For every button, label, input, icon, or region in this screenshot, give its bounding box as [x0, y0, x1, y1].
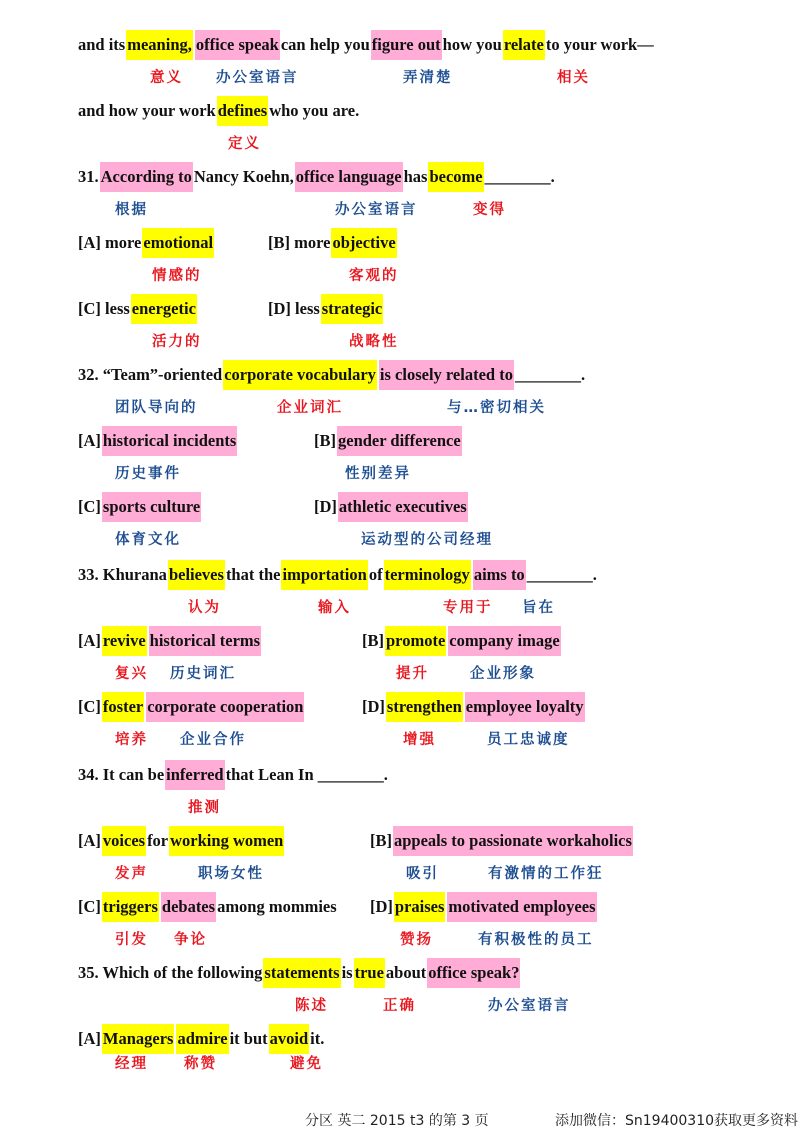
gloss: 体育文化 [115, 532, 181, 548]
question-34 [78, 760, 388, 790]
q31-option-b[interactable] [268, 228, 398, 258]
gloss: 争论 [174, 932, 207, 948]
gloss: 员工忠诚度 [487, 732, 570, 748]
text: [A] more [78, 233, 142, 252]
gloss-defines: 定义 [228, 136, 261, 152]
gloss: 经理 [115, 1056, 148, 1072]
text: who you are. [269, 101, 360, 120]
text: it but [229, 1029, 268, 1048]
highlight-defines: defines [217, 96, 269, 126]
q32-option-d[interactable] [314, 492, 469, 522]
q31-option-d[interactable] [268, 294, 384, 324]
q32-option-c[interactable] [78, 492, 202, 522]
highlight-importation: importation [281, 560, 367, 590]
highlight: avoid [269, 1024, 310, 1054]
highlight: athletic executives [338, 492, 468, 522]
highlight-inferred: inferred [165, 760, 224, 790]
wechat-note: 添加微信：Sn19400310获取更多资料 [555, 1113, 799, 1129]
gloss: 活力的 [152, 334, 202, 350]
highlight-terminology: terminology [384, 560, 471, 590]
text: among mommies [217, 897, 337, 916]
highlight: historical terms [149, 626, 261, 656]
highlight: Managers [102, 1024, 175, 1054]
highlight-become: become [428, 162, 483, 192]
highlight: voices [102, 826, 146, 856]
q33-option-c[interactable] [78, 692, 305, 722]
gloss-inferred: 推测 [188, 800, 221, 816]
highlight: objective [331, 228, 396, 258]
gloss: 引发 [115, 932, 148, 948]
gloss: 发声 [115, 866, 148, 882]
highlight-relate: relate [503, 30, 545, 60]
highlight-corporate-vocabulary: corporate vocabulary [223, 360, 377, 390]
text: that Lean In ________. [225, 765, 388, 784]
gloss-team: 团队导向的 [115, 400, 198, 416]
gloss-true: 正确 [383, 998, 416, 1014]
highlight-statements: statements [263, 958, 340, 988]
highlight-aims-to: aims to [473, 560, 526, 590]
text: 34. It can be [78, 765, 165, 784]
highlight-closely-related: is closely related to [379, 360, 514, 390]
text: [A] [78, 831, 101, 850]
gloss-believes: 认为 [188, 600, 221, 616]
gloss-terminology: 专用于 [443, 600, 493, 616]
text: 31. [78, 167, 99, 186]
gloss-according: 根据 [115, 202, 148, 218]
q32-option-b[interactable] [314, 426, 463, 456]
highlight: debates [161, 892, 216, 922]
text: [B] [370, 831, 392, 850]
gloss: 企业合作 [180, 732, 246, 748]
text: [C] less [78, 299, 130, 318]
highlight: motivated employees [447, 892, 596, 922]
highlight: praises [394, 892, 446, 922]
gloss: 避免 [290, 1056, 323, 1072]
gloss: 性别差异 [345, 466, 411, 482]
text: can help you [280, 35, 370, 54]
highlight-believes: believes [168, 560, 225, 590]
q31-option-c[interactable] [78, 294, 198, 324]
highlight: sports culture [102, 492, 201, 522]
text: [A] [78, 631, 101, 650]
q34-option-c[interactable] [78, 892, 337, 922]
text: about [385, 963, 427, 982]
question-33 [78, 560, 597, 590]
highlight: historical incidents [102, 426, 237, 456]
gloss-aims: 旨在 [522, 600, 555, 616]
highlight: promote [385, 626, 446, 656]
gloss: 历史词汇 [170, 666, 236, 682]
text: for [147, 831, 169, 850]
q33-option-d[interactable] [362, 692, 586, 722]
text: 35. Which of the following [78, 963, 263, 982]
text: [A] [78, 431, 101, 450]
highlight: gender difference [337, 426, 462, 456]
gloss: 吸引 [406, 866, 439, 882]
text: ________. [526, 565, 597, 584]
text: [D] [362, 697, 385, 716]
text: [B] [314, 431, 336, 450]
text: [C] [78, 697, 101, 716]
text: [C] [78, 497, 101, 516]
gloss: 有激情的工作狂 [488, 866, 604, 882]
page-number: 分区 英二 2015 t3 的第 3 页 [305, 1113, 489, 1129]
text: [C] [78, 897, 101, 916]
gloss: 运动型的公司经理 [361, 532, 493, 548]
highlight-meaning: meaning, [126, 30, 193, 60]
text: and its [78, 35, 126, 54]
gloss: 有积极性的员工 [478, 932, 594, 948]
text: it. [310, 1029, 325, 1048]
text: to your work— [545, 35, 654, 54]
gloss-meaning: 意义 [150, 70, 183, 86]
gloss: 战略性 [349, 334, 399, 350]
question-35 [78, 958, 521, 988]
highlight-office-speak: office speak? [427, 958, 520, 988]
text: [D] [314, 497, 337, 516]
gloss-statements: 陈述 [295, 998, 328, 1014]
text: [D] less [268, 299, 320, 318]
text: Nancy Koehn, [193, 167, 294, 186]
gloss-related: 与…密切相关 [447, 400, 546, 416]
highlight-office-speak: office speak [195, 30, 280, 60]
highlight-office-language: office language [295, 162, 403, 192]
gloss: 称赞 [184, 1056, 217, 1072]
highlight: corporate cooperation [146, 692, 304, 722]
text: 32. “Team”-oriented [78, 365, 223, 384]
q34-option-b[interactable] [370, 826, 634, 856]
q35-option-a[interactable] [78, 1024, 324, 1054]
highlight: strategic [321, 294, 383, 324]
q33-option-a[interactable] [78, 626, 262, 656]
q34-option-d[interactable] [370, 892, 598, 922]
gloss-importation: 输入 [318, 600, 351, 616]
highlight: admire [176, 1024, 228, 1054]
highlight: triggers [102, 892, 159, 922]
highlight: energetic [131, 294, 197, 324]
highlight: employee loyalty [465, 692, 585, 722]
gloss-figure-out: 弄清楚 [403, 70, 453, 86]
gloss: 情感的 [152, 268, 202, 284]
gloss-office-speak: 办公室语言 [216, 70, 299, 86]
highlight: emotional [142, 228, 214, 258]
highlight-figure-out: figure out [371, 30, 442, 60]
text: that the [225, 565, 281, 584]
gloss: 赞扬 [400, 932, 433, 948]
gloss: 提升 [396, 666, 429, 682]
text: [B] [362, 631, 384, 650]
q33-option-b[interactable] [362, 626, 562, 656]
text: ________. [514, 365, 586, 384]
q31-option-a[interactable] [78, 228, 215, 258]
gloss: 增强 [403, 732, 436, 748]
q34-option-a[interactable] [78, 826, 285, 856]
text: and how your work [78, 101, 216, 120]
gloss: 企业形象 [470, 666, 536, 682]
highlight: foster [102, 692, 144, 722]
highlight: appeals to passionate workaholics [393, 826, 633, 856]
q32-option-a[interactable] [78, 426, 238, 456]
gloss: 培养 [115, 732, 148, 748]
text: ________. [484, 167, 555, 186]
text: [A] [78, 1029, 101, 1048]
question-32 [78, 360, 585, 390]
gloss-office-speak: 办公室语言 [488, 998, 571, 1014]
gloss: 职场女性 [198, 866, 264, 882]
gloss-become: 变得 [473, 202, 506, 218]
passage-line-2 [78, 96, 359, 126]
gloss-relate: 相关 [557, 70, 590, 86]
text: [D] [370, 897, 393, 916]
highlight: company image [448, 626, 560, 656]
highlight: strengthen [386, 692, 463, 722]
highlight: working women [169, 826, 284, 856]
text: 33. Khurana [78, 565, 167, 584]
gloss: 客观的 [349, 268, 399, 284]
text: is [341, 963, 353, 982]
highlight: revive [102, 626, 147, 656]
gloss: 历史事件 [115, 466, 181, 482]
question-31 [78, 162, 555, 192]
text: how you [442, 35, 502, 54]
highlight-according-to: According to [100, 162, 193, 192]
highlight-true: true [354, 958, 385, 988]
passage-line-1 [78, 30, 654, 60]
text: [B] more [268, 233, 331, 252]
text: of [368, 565, 383, 584]
gloss: 复兴 [115, 666, 148, 682]
text: has [403, 167, 428, 186]
gloss-corporate: 企业词汇 [277, 400, 343, 416]
gloss-office-language: 办公室语言 [335, 202, 418, 218]
